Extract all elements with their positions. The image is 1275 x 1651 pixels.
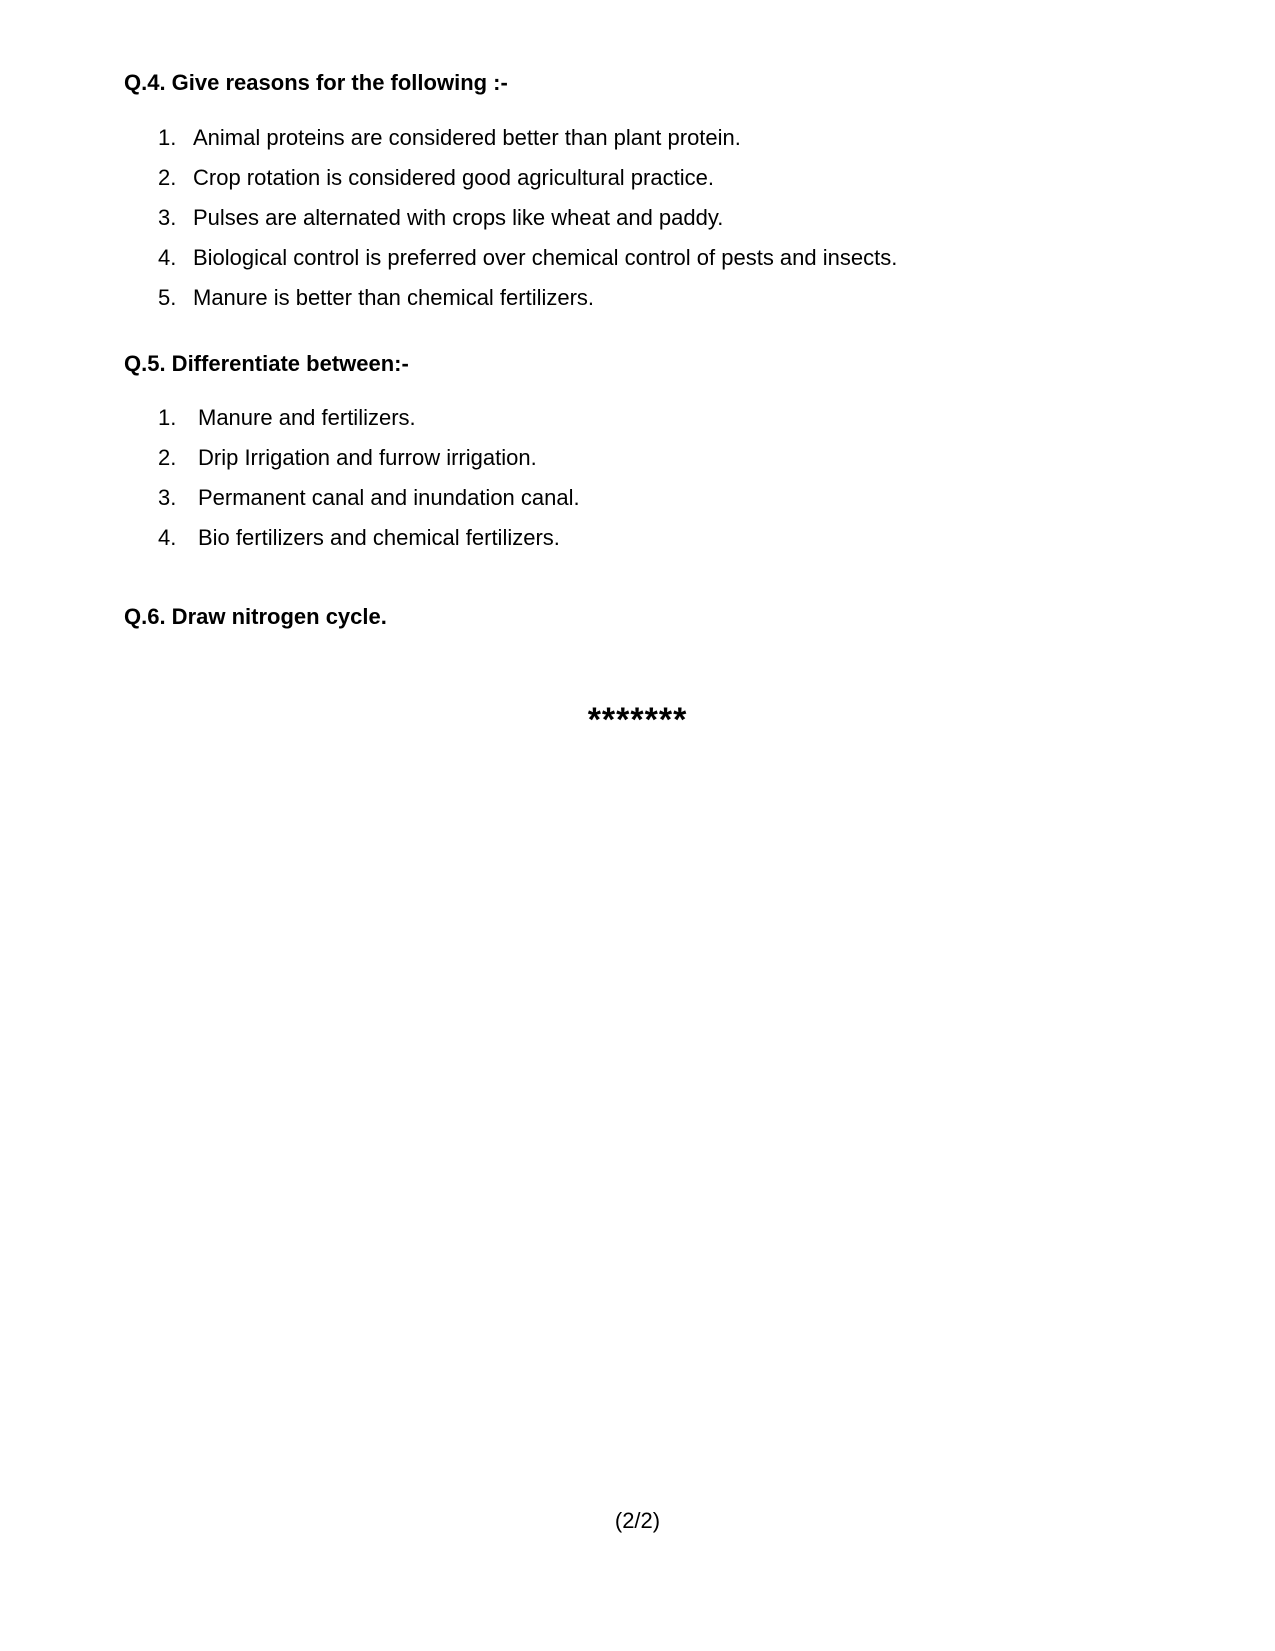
item-number: 1.: [158, 125, 177, 150]
item-text: Biological control is preferred over chemical control of pests and insects.: [193, 245, 898, 270]
item-number: 2.: [158, 165, 177, 190]
end-marker: *******: [587, 701, 688, 739]
item-number: 3.: [158, 205, 177, 230]
item-text: Crop rotation is considered good agricultural practice.: [193, 165, 714, 190]
item-text: Manure is better than chemical fertilizers.: [193, 285, 595, 310]
item-number: 5.: [158, 285, 177, 310]
item-text: Pulses are alternated with crops like wheat and paddy.: [193, 205, 724, 230]
q4-heading: Q.4. Give reasons for the following :-: [124, 70, 508, 95]
item-text: Animal proteins are considered better than plant protein.: [193, 125, 741, 150]
item-number: 4.: [158, 525, 177, 550]
item-text: Permanent canal and inundation canal.: [198, 485, 580, 510]
q6-heading: Q.6. Draw nitrogen cycle.: [124, 604, 387, 629]
item-text: Bio fertilizers and chemical fertilizers.: [198, 525, 560, 550]
item-number: 2.: [158, 445, 177, 470]
item-text: Drip Irrigation and furrow irrigation.: [198, 445, 537, 470]
item-text: Manure and fertilizers.: [198, 405, 416, 430]
item-number: 4.: [158, 245, 177, 270]
item-number: 1.: [158, 405, 177, 430]
q5-heading: Q.5. Differentiate between:-: [124, 351, 409, 376]
page-number: (2/2): [614, 1508, 661, 1533]
item-number: 3.: [158, 485, 177, 510]
